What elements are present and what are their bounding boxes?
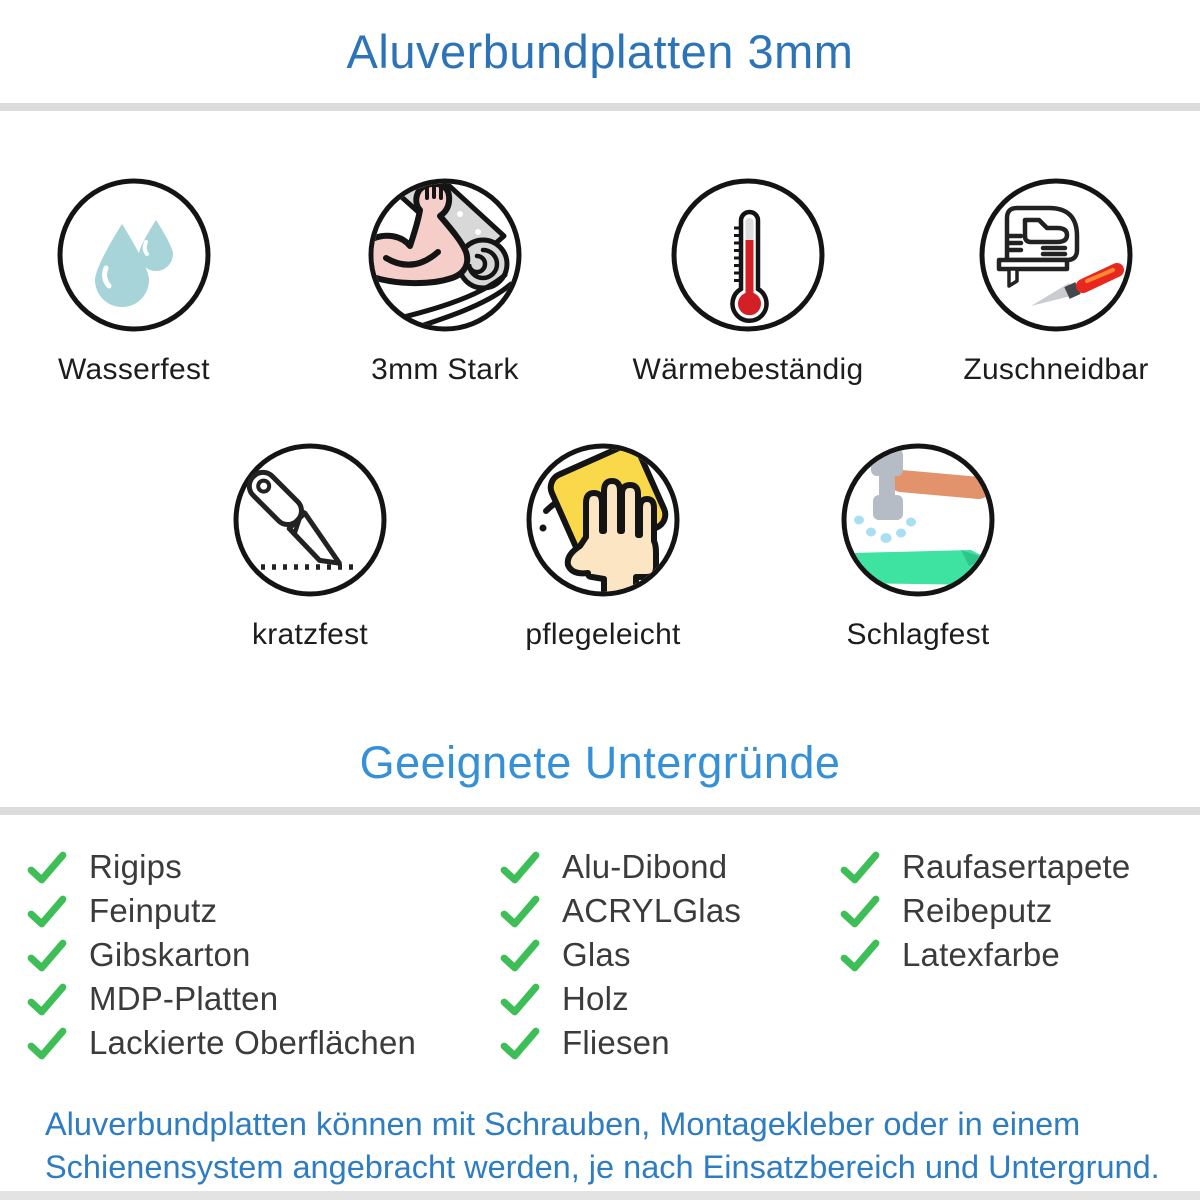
substrate-label: ACRYLGlas bbox=[562, 892, 742, 929]
utility-knife-icon bbox=[233, 443, 387, 597]
feature-cuttable bbox=[916, 178, 1196, 387]
substrates-heading: Geeignete Untergründe bbox=[359, 737, 841, 788]
check-icon bbox=[25, 981, 69, 1018]
substrate-item bbox=[25, 889, 416, 933]
substrate-item bbox=[498, 977, 741, 1021]
substrate-label: Alu-Dibond bbox=[562, 848, 728, 885]
substrate-label: Lackierte Oberflächen bbox=[89, 1024, 417, 1061]
water-drops-icon bbox=[57, 178, 211, 332]
page-title: Aluverbundplatten 3mm bbox=[346, 25, 854, 78]
feature-label: Wärmebeständig bbox=[632, 353, 864, 386]
check-icon bbox=[25, 893, 69, 930]
substrate-item bbox=[25, 845, 416, 889]
substrate-label: Holz bbox=[562, 980, 629, 1017]
check-icon bbox=[25, 937, 69, 974]
feature-label: Schlagfest bbox=[846, 618, 990, 651]
substrate-item bbox=[838, 933, 1130, 977]
feature-waterproof bbox=[0, 178, 274, 387]
substrate-label: Raufasertapete bbox=[902, 848, 1131, 885]
cleaning-hand-icon bbox=[526, 443, 680, 597]
muscle-arm-icon bbox=[368, 178, 522, 332]
feature-strength bbox=[305, 178, 585, 387]
check-icon bbox=[498, 1025, 542, 1062]
substrate-label: Gibskarton bbox=[89, 936, 251, 973]
feature-label: kratzfest bbox=[251, 618, 369, 651]
substrate-column-1 bbox=[25, 845, 416, 1065]
substrate-label: Fliesen bbox=[562, 1024, 670, 1061]
substrate-item bbox=[25, 933, 416, 977]
feature-heat-resistant bbox=[608, 178, 888, 387]
jigsaw-icon bbox=[979, 178, 1133, 332]
check-icon bbox=[498, 981, 542, 1018]
feature-scratch-proof bbox=[170, 443, 450, 652]
substrate-label: Glas bbox=[562, 936, 631, 973]
feature-label: Wasserfest bbox=[58, 353, 210, 386]
footer-line-1: Aluverbundplatten können mit Schrauben, Montagekleber oder in einem bbox=[45, 1106, 1081, 1142]
check-icon bbox=[838, 849, 882, 886]
section-divider bbox=[0, 807, 1200, 815]
substrate-label: Reibeputz bbox=[902, 892, 1053, 929]
substrate-item bbox=[25, 977, 416, 1021]
section-divider bbox=[0, 1191, 1200, 1200]
substrate-item bbox=[838, 889, 1130, 933]
check-icon bbox=[498, 893, 542, 930]
substrate-item bbox=[498, 1021, 741, 1065]
substrate-label: Rigips bbox=[89, 848, 182, 885]
hammer-icon bbox=[841, 443, 995, 597]
footer-note bbox=[45, 1103, 1175, 1189]
feature-label: 3mm Stark bbox=[371, 353, 519, 386]
substrate-item bbox=[25, 1021, 416, 1065]
check-icon bbox=[838, 893, 882, 930]
substrate-item bbox=[498, 889, 741, 933]
thermometer-icon bbox=[671, 178, 825, 332]
section-divider bbox=[0, 103, 1200, 111]
feature-label: Zuschneidbar bbox=[963, 353, 1149, 386]
substrate-item bbox=[498, 933, 741, 977]
check-icon bbox=[838, 937, 882, 974]
check-icon bbox=[25, 1025, 69, 1062]
check-icon bbox=[498, 849, 542, 886]
footer-line-2: Schienensystem angebracht werden, je nach Einsatzbereich und Untergrund. bbox=[45, 1149, 1160, 1185]
substrate-label: Feinputz bbox=[89, 892, 218, 929]
check-icon bbox=[25, 849, 69, 886]
substrate-item bbox=[498, 845, 741, 889]
substrate-column-3 bbox=[838, 845, 1130, 977]
feature-easy-care bbox=[463, 443, 743, 652]
substrate-column-2 bbox=[498, 845, 741, 1065]
feature-label: pflegeleicht bbox=[525, 618, 681, 651]
substrate-item bbox=[838, 845, 1130, 889]
substrate-label: Latexfarbe bbox=[902, 936, 1060, 973]
check-icon bbox=[498, 937, 542, 974]
feature-impact-resistant bbox=[778, 443, 1058, 652]
substrate-label: MDP-Platten bbox=[89, 980, 279, 1017]
